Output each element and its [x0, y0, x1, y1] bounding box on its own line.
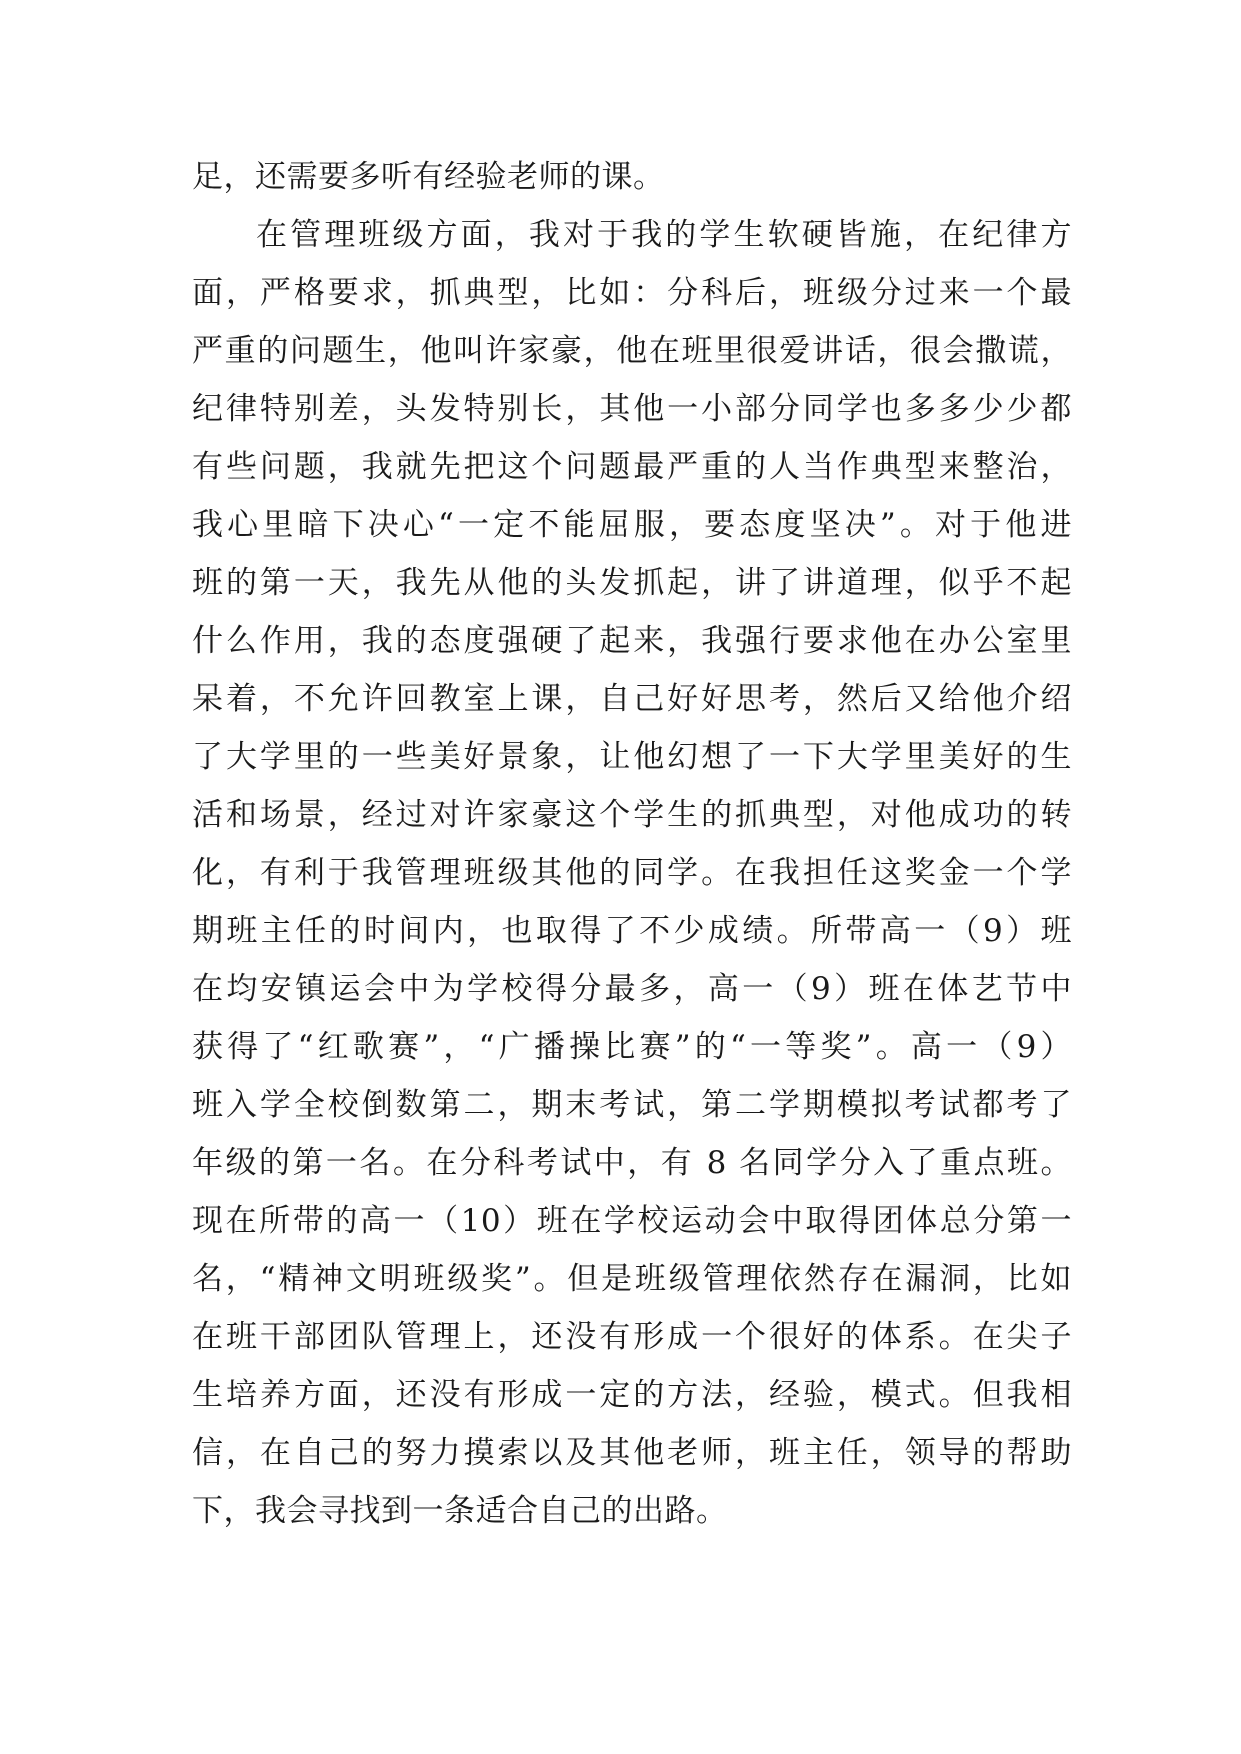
text-line: 了大学里的一些美好景象，让他幻想了一下大学里美好的生 [192, 739, 1072, 775]
body-text [192, 148, 1072, 1540]
text-line: 纪律特别差，头发特别长，其他一小部分同学也多多少少都 [192, 391, 1072, 427]
text-line: 呆着，不允许回教室上课，自己好好思考，然后又给他介绍 [192, 681, 1072, 717]
text-line: 足，还需要多听有经验老师的课。 [192, 159, 665, 195]
text-line: 获得了“红歌赛”，“广播操比赛”的“一等奖”。高一（9） [192, 1029, 1072, 1065]
text-line: 什么作用，我的态度强硬了起来，我强行要求他在办公室里 [192, 623, 1072, 659]
text-line: 班的第一天，我先从他的头发抓起，讲了讲道理，似乎不起 [192, 565, 1072, 601]
text-line: 现在所带的高一（10）班在学校运动会中取得团体总分第一 [192, 1203, 1072, 1239]
text-line: 期班主任的时间内，也取得了不少成绩。所带高一（9）班 [192, 913, 1072, 949]
text-line: 生培养方面，还没有形成一定的方法，经验，模式。但我相 [192, 1377, 1072, 1413]
text-line: 在班干部团队管理上，还没有形成一个很好的体系。在尖子 [192, 1319, 1072, 1355]
text-line: 我心里暗下决心“一定不能屈服，要态度坚决”。对于他进 [192, 507, 1072, 543]
text-line: 下，我会寻找到一条适合自己的出路。 [192, 1493, 728, 1529]
text-line: 信，在自己的努力摸索以及其他老师，班主任，领导的帮助 [192, 1435, 1072, 1471]
text-line: 面，严格要求，抓典型，比如：分科后，班级分过来一个最 [192, 275, 1072, 311]
text-line: 有些问题，我就先把这个问题最严重的人当作典型来整治， [192, 449, 1072, 485]
text-line: 活和场景，经过对许家豪这个学生的抓典型，对他成功的转 [192, 797, 1072, 833]
text-line: 年级的第一名。在分科考试中，有 8 名同学分入了重点班。 [192, 1145, 1072, 1181]
paragraph-first-line: 在管理班级方面，我对于我的学生软硬皆施，在纪律方 [256, 217, 1072, 253]
text-line: 化，有利于我管理班级其他的同学。在我担任这奖金一个学 [192, 855, 1072, 891]
text-line: 严重的问题生，他叫许家豪，他在班里很爱讲话，很会撒谎， [192, 333, 1072, 369]
text-line: 在均安镇运会中为学校得分最多，高一（9）班在体艺节中 [192, 971, 1072, 1007]
text-line: 班入学全校倒数第二，期末考试，第二学期模拟考试都考了 [192, 1087, 1072, 1123]
text-line: 名，“精神文明班级奖”。但是班级管理依然存在漏洞，比如 [192, 1261, 1072, 1297]
